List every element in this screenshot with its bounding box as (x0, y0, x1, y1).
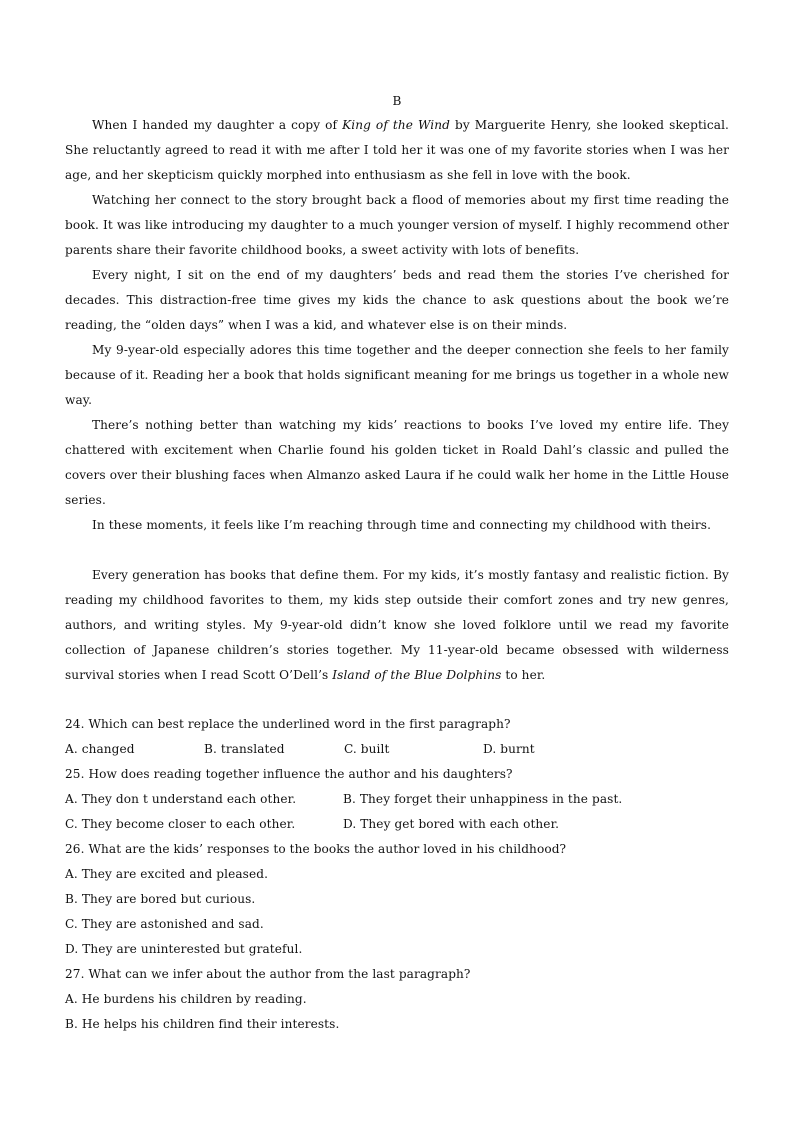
paragraph-3: Every night, I sit on the end of my daughters’ beds and read them the stories I’ve cherished for decades. This distraction-free time gives my kids the chance to ask questions about the book we’re reading, the “olden days” when I was a kid, and whatever else is on their minds. (65, 268, 729, 332)
paragraph-1 (65, 113, 729, 188)
paragraph-5: There’s nothing better than watching my kids’ reactions to books I’ve loved my entire life. They chattered with excitement when Charlie found his golden ticket in Roald Dahl’s classic and pulled the covers over their blushing faces when Almanzo asked Laura if he could walk her home in the Little House series. (65, 418, 729, 507)
option[interactable]: A. They are excited and pleased. (65, 867, 269, 881)
option[interactable]: A. They don t understand each other. (65, 792, 297, 806)
question-24-options (65, 737, 535, 762)
option[interactable]: C. built (344, 742, 390, 756)
paragraph-7 (65, 563, 729, 688)
option[interactable]: C. They are astonished and sad. (65, 917, 264, 931)
option[interactable]: C. They become closer to each other. (65, 817, 296, 831)
question-24-stem: 24. Which can best replace the underlined word in the first paragraph? (65, 717, 511, 731)
paragraph-1-before: When I handed my daughter a copy of (92, 118, 343, 132)
option[interactable]: B. They are bored but curious. (65, 892, 256, 906)
option[interactable]: D. They are uninterested but grateful. (65, 942, 303, 956)
option[interactable]: D. burnt (483, 742, 535, 756)
paragraph-6: In these moments, it feels like I’m reaching through time and connecting my childhood with theirs. (92, 518, 712, 532)
option[interactable]: B. He helps his children find their interests. (65, 1017, 340, 1031)
question-27-stem: 27. What can we infer about the author from the last paragraph? (65, 967, 471, 981)
section-label: B (392, 94, 402, 108)
option[interactable]: B. They forget their unhappiness in the past. (343, 792, 623, 806)
paragraph-2: Watching her connect to the story brought back a flood of memories about my first time reading the book. It was like introducing my daughter to a much younger version of myself. I highly recommend other parents share their favorite childhood books, a sweet activity with lots of benefits. (65, 193, 729, 257)
option[interactable]: D. They get bored with each other. (343, 817, 560, 831)
question-25-options-row-2 (65, 812, 559, 837)
question-26-stem: 26. What are the kids’ responses to the books the author loved in his childhood? (65, 842, 567, 856)
paragraph-7-after: to her. (501, 668, 546, 682)
question-25-stem: 25. How does reading together influence the author and his daughters? (65, 767, 513, 781)
book-title-king-of-the-wind: King of the Wind (342, 118, 451, 132)
option[interactable]: A. changed (65, 742, 135, 756)
paragraph-1-after: by Marguerite Henry, she looked skeptical. She reluctantly agreed to read it with me after I told her it was one of my favorite stories when I was her age, and her skepticism quickly morphed into enthusiasm as she fell in love with the book. (65, 118, 729, 182)
paragraph-4: My 9-year-old especially adores this time together and the deeper connection she feels to her family because of it. Reading her a book that holds significant meaning for me brings us together in a whole new way. (65, 343, 729, 407)
option[interactable]: B. translated (204, 742, 285, 756)
paragraph-7-before: Every generation has books that define them. For my kids, it’s mostly fantasy and realistic fiction. By reading my childhood favorites to them, my kids step outside their comfort zones and try new genres, authors, and writing styles. My 9-year-old didn’t know she loved folklore until we read my favorite collection of Japanese children’s stories together. My 11-year-old became obsessed with wilderness survival stories when I read Scott O’Dell’s (65, 568, 729, 682)
option[interactable]: A. He burdens his children by reading. (65, 992, 307, 1006)
book-title-island-of-the-blue-dolphins: Island of the Blue Dolphins (332, 668, 502, 682)
question-25-options-row-1 (65, 787, 622, 812)
